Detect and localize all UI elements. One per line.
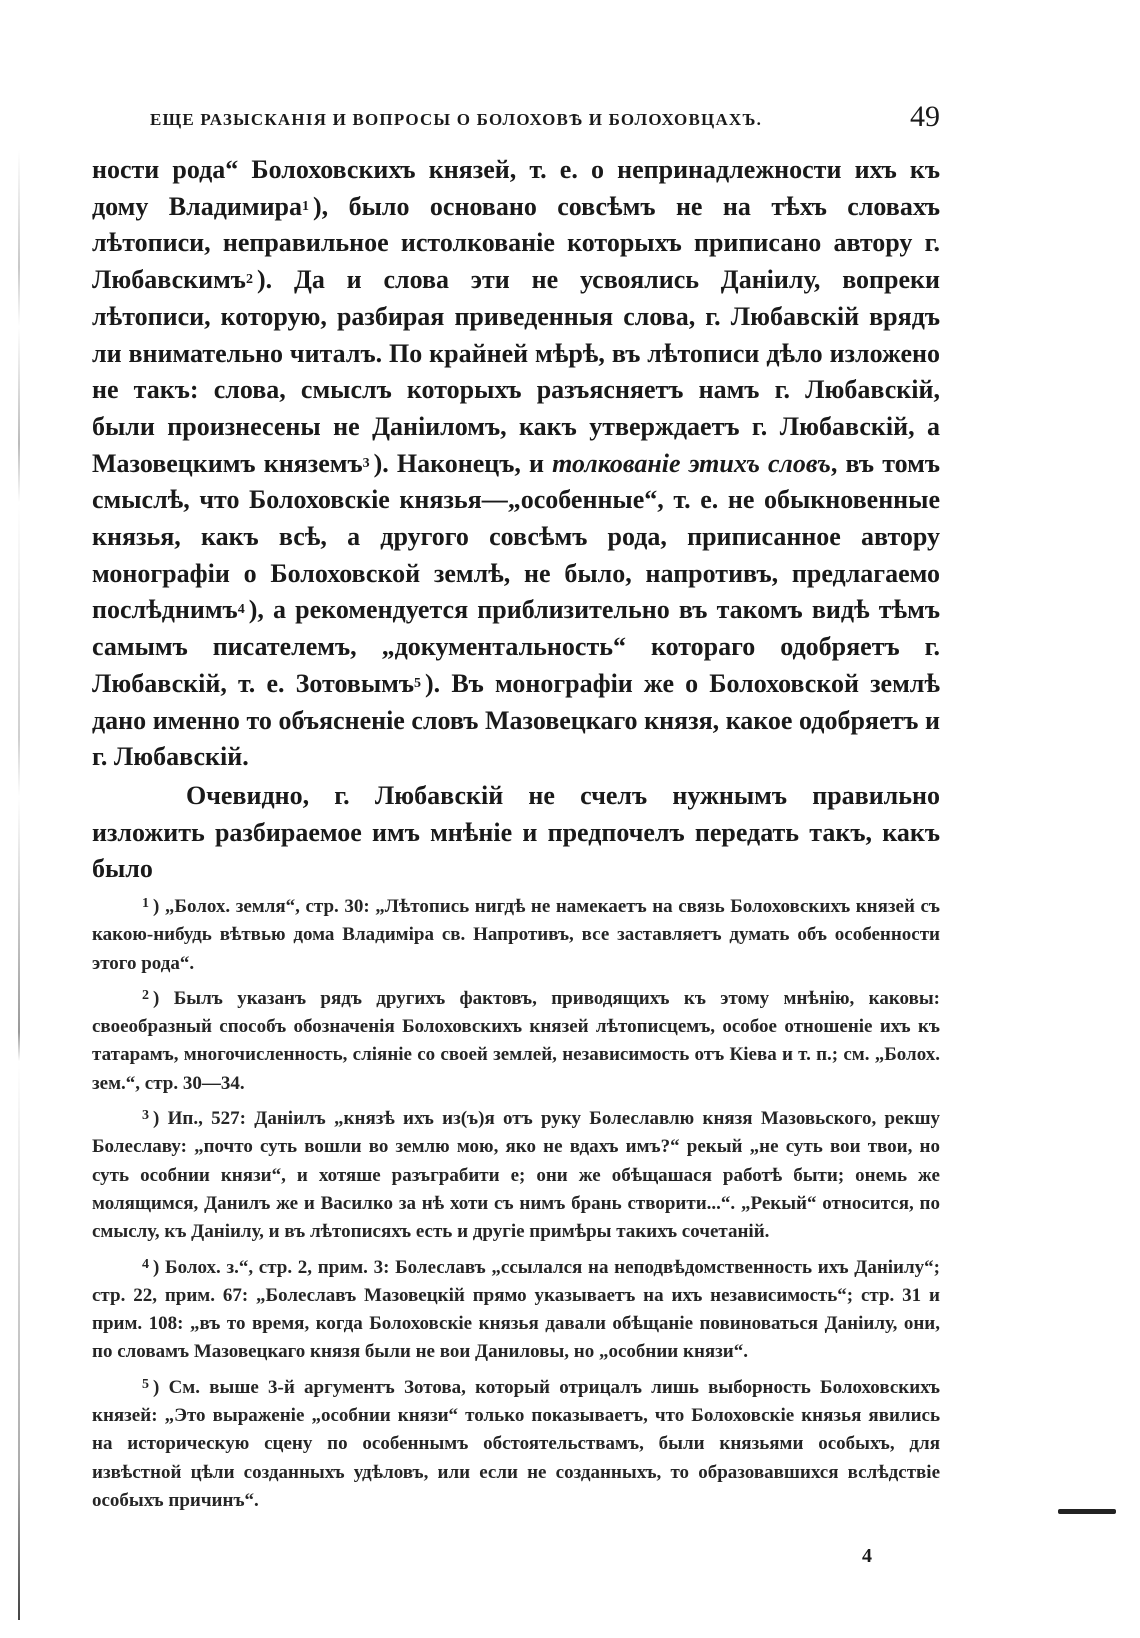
footnotes: [92, 890, 940, 1519]
signature-mark: 4: [862, 1545, 872, 1567]
page-number: 49: [910, 100, 940, 133]
footnote-ref-5: 5: [414, 675, 422, 691]
footnote-ref-2: 2: [245, 272, 253, 288]
footnote-ref-1: 1: [302, 198, 310, 214]
italic-phrase: толкованіе этихъ словъ: [552, 448, 831, 478]
body-paragraph: ности рода“ Болоховскихъ князей, т. е. о непринадлежности ихъ къ дому Владимира$^1$ ), было основано совсѣмъ не на тѣхъ словахъ лѣтописи, неправильное истолкованіе которыхъ приписано автору г. Любавскимъ$^2$ ). Да и слова эти не усвоялись Даніилу, вопреки лѣтописи, которую, разбирая приведенныя слова, г. Любавскій врядъ ли внимательно читалъ. По крайней мѣрѣ, въ лѣтописи дѣло изложено не такъ: слова, смыслъ которыхъ разъясняетъ намъ г. Любавскій, были произнесены не Даніиломъ, какъ утверждаетъ г. Любавскій, а Мазовецкимъ княземъ$^3$ ). Наконецъ, и толкованіе этихъ словъ, въ томъ смыслѣ, что Болоховскіе князья—„особенные“, т. е. не обыкновенные князья, какъ всѣ, а другого совсѣмъ рода, приписанное автору монографіи о Болоховской землѣ, не было, напротивъ, предлагаемо послѣднимъ$^4$ ), а рекомендуется приблизительно въ такомъ видѣ тѣмъ самымъ писателемъ, „документальность“ котораго одобряетъ г. Любавскій, т. е. Зотовымъ$^5$ ). Въ монографіи же о Болоховской землѣ дано именно то объясненіе словъ Мазовецкаго князя, какое одобряетъ и г. Любавскій.: [92, 155, 940, 772]
footnote-3: $^3$ ) Ип., 527: Даніилъ „князѣ ихъ из(ъ)я отъ руку Болеславлю князя Мазовьского, рекшу Болеславу: „почто суть вошли во землю мою, яко не вдахъ имъ?“ рекый „не суть вои твои, но суть особнии князи“, и хотяше разъграбити е; они же обѣщашася работѣ быти; онемь же молящимся, Данилъ же и Василко за нѣ хоти съ нимъ брань створити...“. „Рекый“ относится, по смыслу, къ Даніилу, и въ лѣтописяхъ есть и другіе примѣры такихъ сочетаній.: [92, 1108, 940, 1243]
footnote-ref-3: 3: [362, 455, 370, 471]
footnote-4: $^4$ ) Болох. з.“, стр. 2, прим. 3: Болеславъ „ссылался на неподвѣдомственность ихъ Даніилу“; стр. 22, прим. 67: „Болеславъ Мазовецкій прямо указываетъ на ихъ независимость“; стр. 31 и прим. 108: „въ то время, когда Болоховскіе князья давали обѣщаніе повиноваться Даніилу, они, по словамъ Мазовецкаго князя были не вои Даниловы, но „особнии князи“.: [92, 1256, 940, 1363]
footnote-ref-4: 4: [237, 602, 245, 618]
running-head: [100, 100, 940, 140]
footnote-2: $^2$ ) Былъ указанъ рядъ другихъ фактовъ, приводящихъ къ этому мнѣнію, каковы: своеобразный способъ обозначенія Болоховскихъ князей лѣтописцемъ, особое отношеніе ихъ къ татарамъ, многочисленность, сліяніе со своей землей, независимость отъ Кіева и т. п.; см. „Болох. зем.“, стр. 30—34.: [92, 987, 940, 1094]
running-title: ЕЩЕ РАЗЫСКАНІЯ И ВОПРОСЫ О БОЛОХОВѢ И БОЛОХОВЦАХЪ.: [150, 110, 763, 129]
main-text: [92, 152, 940, 888]
binding-edge-line: [18, 150, 20, 1620]
body-paragraph: Очевидно, г. Любавскій не счелъ нужнымъ правильно изложить разбираемое имъ мнѣніе и предпочелъ передать такъ, какъ было: [92, 780, 940, 884]
footnote-5: $^5$ ) См. выше 3-й аргументъ Зотова, который отрицалъ лишь выборность Болоховскихъ князей: „Это выраженіе „особнии князи“ только показываетъ, что Болоховскіе князья явились на историческую сцену по особеннымъ обстоятельствамъ, были князьями особыхъ, для извѣстной цѣли созданныхъ удѣловъ, или если не созданныхъ, то образовавшихся вслѣдствіе особыхъ причинъ“.: [92, 1376, 940, 1511]
footnote-1: $^1$ ) „Болох. земля“, стр. 30: „Лѣтопись нигдѣ не намекаетъ на связь Болоховскихъ князей съ какою-нибудь вѣтвью дома Владиміра св. Напротивъ, все заставляетъ думать объ особенности этого рода“.: [92, 896, 940, 974]
edge-mark: [1058, 1509, 1116, 1514]
